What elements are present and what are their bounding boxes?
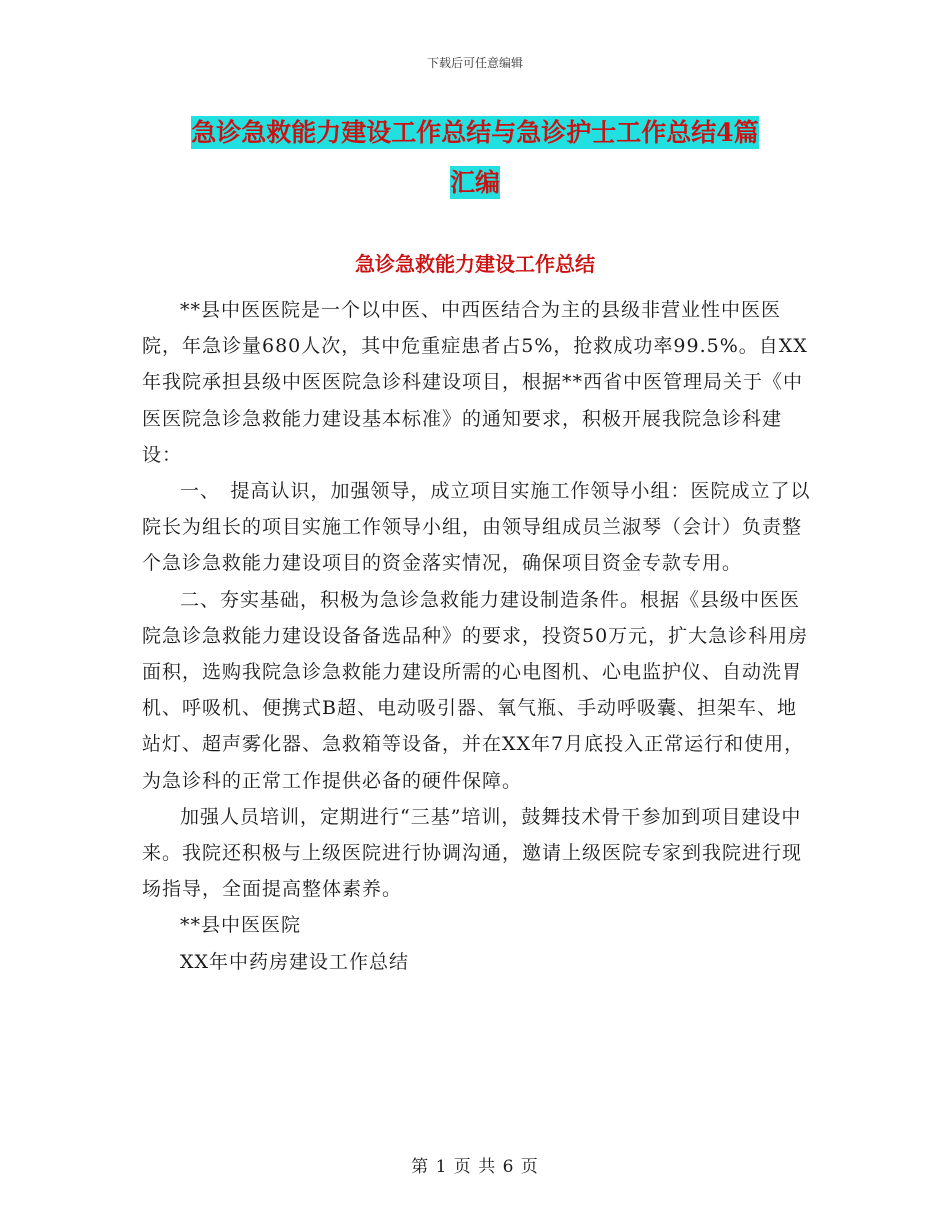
page-footer: 第 1 页 共 6 页 [411,1157,539,1177]
paragraph-point-2: 二、夯实基础，积极为急诊急救能力建设制造条件。根据《县级中医医院急诊急救能力建设设备备选品种》的要求，投资50万元，扩大急诊科用房面积，选购我院急诊急救能力建设所需的心电图机、心电监护仪、自动洗胃机、呼吸机、便携式B超、电动吸引器、氧气瓶、手动呼吸囊、担架车、地站灯、超声雾化器、急救箱等设备，并在XX年7月底投入正常运行和使用，为急诊科的正常工作提供必备的硬件保障。 [142,588,809,792]
paragraph-signature: **县中医医院 [180,914,302,937]
paragraph-intro: **县中医医院是一个以中医、中西医结合为主的县级非营业性中医医院，年急诊量680人次，其中危重症患者占5%，抢救成功率99.5%。自XX年我院承担县级中医医院急诊科建设项目，根据**西省中医管理局关于《中医医院急诊急救能力建设基本标准》的通知要求，积极开展我院急诊科建设： [142,299,808,466]
paragraph-next-title: XX年中药房建设工作总结 [180,950,410,973]
paragraph-training: 加强人员培训，定期进行“三基”培训，鼓舞技术骨干参加到项目建设中来。我院还积极与上级医院进行协调沟通，邀请上级医院专家到我院进行现场指导，全面提高整体素养。 [142,805,803,901]
header-note: 下载后可任意编辑 [426,56,523,70]
document-title [150,108,800,208]
paragraph-point-1: 一、 提高认识，加强领导，成立项目实施工作领导小组：医院成立了以院长为组长的项目实施工作领导小组，由领导组成员兰淑琴（会计）负责整个急诊急救能力建设项目的资金落实情况，确保项目资金专款专用。 [142,480,811,575]
document-title-line2: 汇编 [449,168,500,197]
section-title: 急诊急救能力建设工作总结 [355,252,595,276]
document-body [142,292,814,980]
document-title-line1: 急诊急救能力建设工作总结与急诊护士工作总结4篇 [191,118,759,147]
